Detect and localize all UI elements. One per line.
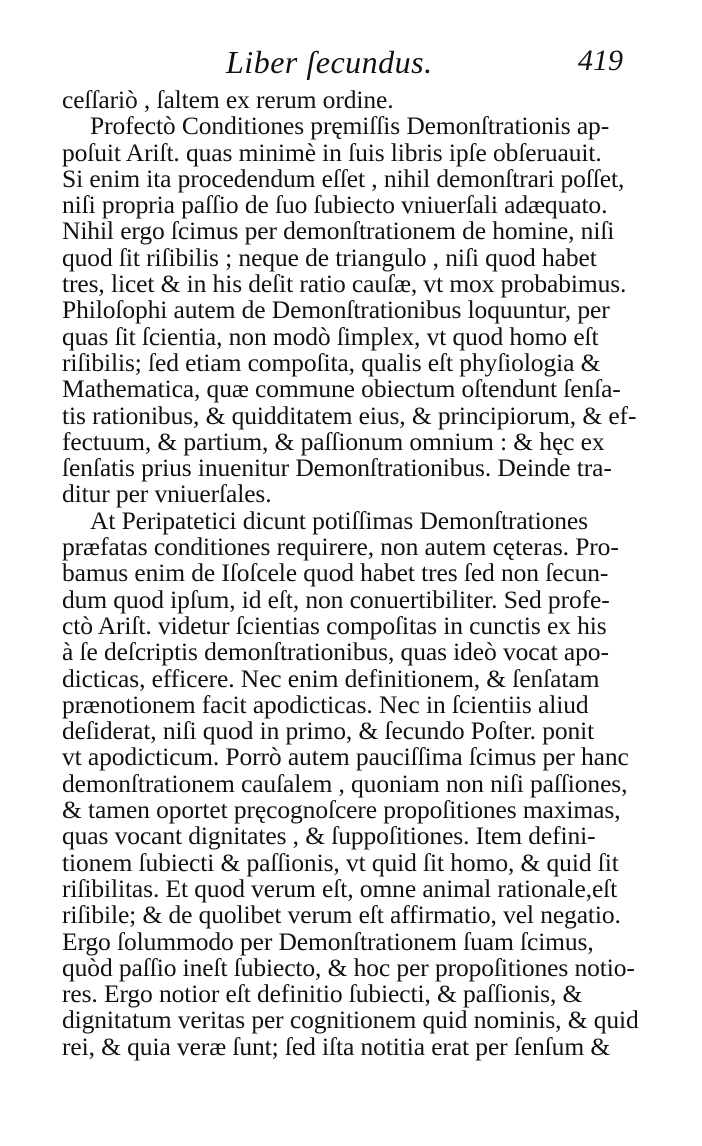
page-number: 419 <box>578 44 623 77</box>
text-line: ditur per vniuerſales. <box>62 479 272 509</box>
text-line: dignitatum veritas per cognitionem quid nominis, & quid <box>62 1005 639 1035</box>
text-line: poſuit Ariſt. quas minimè in ſuis libris ipſe obſeruauit. <box>62 137 602 167</box>
body-text <box>62 87 652 1060</box>
text-line: riſibilitas. Et quod verum eſt, omne animal rationale,eſt <box>62 873 618 903</box>
text-line: riſibilis; ſed etiam compoſita, qualis eſt phyſiologia & <box>62 347 601 377</box>
text-line: Philoſophi autem de Demonſtrationibus loquuntur, per <box>62 295 610 325</box>
text-line: tis rationibus, & quidditatem eius, & principiorum, & ef- <box>62 400 637 430</box>
text-line: Nihil ergo ſcimus per demonſtrationem de homine, niſi <box>62 216 615 246</box>
text-line: ctò Ariſt. videtur ſcientias compoſitas in cunctis ex his <box>62 610 607 640</box>
text-line: quas ſit ſcientia, non modò ſimplex, vt quod homo eſt <box>62 321 599 351</box>
text-line: Mathematica, quæ commune obiectum oſtendunt ſenſa- <box>62 374 621 404</box>
text-line: dicticas, efficere. Nec enim definitionem, & ſenſatam <box>62 663 600 693</box>
text-line: res. Ergo notior eſt definitio ſubiecti, & paſſionis, & <box>62 979 583 1009</box>
text-line: tionem ſubiecti & paſſionis, vt quid ſit homo, & quid ſit <box>62 847 619 877</box>
text-line: tres, licet & in his deſit ratio cauſæ, vt mox probabimus. <box>62 269 627 299</box>
text-line: Ergo ſolummodo per Demonſtrationem ſuam ſcimus, <box>62 926 594 956</box>
text-line: dum quod ipſum, id eſt, non conuertibiliter. Sed profe- <box>62 584 610 614</box>
text-line: demonſtrationem cauſalem , quoniam non niſi paſſiones, <box>62 768 628 798</box>
text-line: bamus enim de Iſoſcele quod habet tres ſed non ſecun- <box>62 558 609 588</box>
text-line: quod ſit riſibilis ; neque de triangulo , niſi quod habet <box>62 242 597 272</box>
text-line: deſiderat, niſi quod in primo, & ſecundo Poſter. ponit <box>62 716 595 746</box>
text-line: fectuum, & partium, & paſſionum omnium : & hęc ex <box>62 426 605 456</box>
running-header-title: Liber ſecundus. <box>226 44 433 80</box>
text-line: præfatas conditiones requirere, non autem cęteras. Pro- <box>62 532 619 562</box>
text-line: niſi propria paſſio de ſuo ſubiecto vniuerſali adæquato. <box>62 190 608 220</box>
text-line: & tamen oportet pręcognoſcere propoſitiones maximas, <box>62 795 621 825</box>
text-line: quas vocant dignitates , & ſuppoſitiones. Item defini- <box>62 821 596 851</box>
text-line: rei, & quia veræ ſunt; ſed iſta notitia erat per ſenſum & <box>62 1031 611 1061</box>
text-line: Si enim ita procedendum eſſet , nihil demonſtrari poſſet, <box>62 163 625 193</box>
text-line: At Peripatetici dicunt potiſſimas Demonſtrationes <box>90 505 588 535</box>
text-line: à ſe deſcriptis demonſtrationibus, quas ideò vocat apo- <box>62 637 609 667</box>
text-line: Profectò Conditiones pręmiſſis Demonſtrationis ap- <box>90 111 610 141</box>
text-line: quòd paſſio ineſt ſubiecto, & hoc per propoſitiones notio- <box>62 952 635 982</box>
text-line: vt apodicticum. Porrò autem pauciſſima ſcimus per hanc <box>62 742 629 772</box>
text-line: riſibile; & de quolibet verum eſt affirmatio, vel negatio. <box>62 900 621 930</box>
text-line: ceſſariò , ſaltem ex rerum ordine. <box>62 85 394 114</box>
text-line: prænotionem facit apodicticas. Nec in ſcientiis aliud <box>62 689 589 719</box>
text-line: ſenſatis prius inuenitur Demonſtrationibus. Deinde tra- <box>62 453 612 483</box>
